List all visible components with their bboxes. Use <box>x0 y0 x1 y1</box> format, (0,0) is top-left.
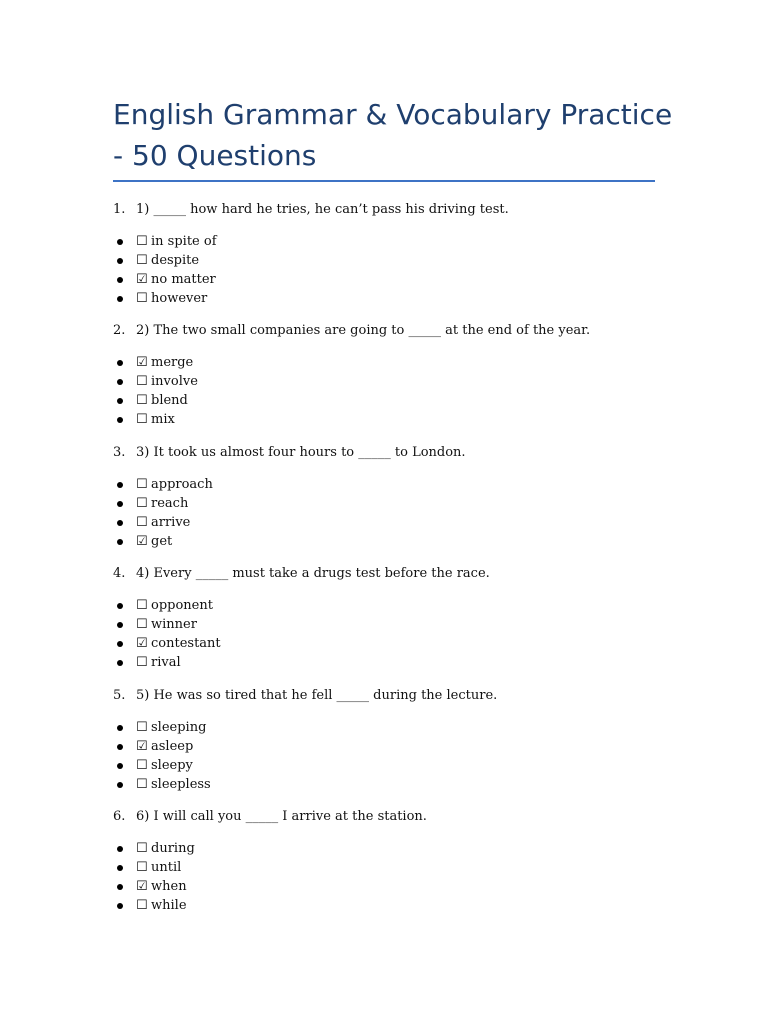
bullet-icon <box>117 865 123 871</box>
bullet-icon <box>117 539 123 545</box>
question-number: 2. <box>113 323 126 338</box>
checked-box-icon: ☑ <box>136 534 148 549</box>
question-text: 1) _____ how hard he tries, he can’t pass his driving test. <box>136 202 509 217</box>
option-label: winner <box>151 617 197 632</box>
question-number: 3. <box>113 445 126 460</box>
option-label: when <box>151 879 187 894</box>
answer-option <box>0 252 400 270</box>
answer-option <box>0 776 400 794</box>
question-text: 2) The two small companies are going to _____ at the end of the year. <box>136 323 591 338</box>
bullet-icon <box>117 277 123 283</box>
answer-option <box>0 514 400 532</box>
bullet-icon <box>117 398 123 404</box>
option-label: mix <box>151 412 175 427</box>
bullet-icon <box>117 660 123 666</box>
bullet-icon <box>117 846 123 852</box>
option-label: despite <box>151 253 200 268</box>
bullet-icon <box>117 782 123 788</box>
question-item <box>0 201 768 311</box>
bullet-icon <box>117 622 123 628</box>
title-underline <box>113 180 655 182</box>
unchecked-box-icon: ☐ <box>136 898 148 913</box>
answer-option <box>0 616 400 634</box>
answer-option <box>0 719 400 737</box>
answer-option <box>0 290 400 308</box>
option-label: get <box>151 534 173 549</box>
question-text: 6) I will call you _____ I arrive at the station. <box>136 809 427 824</box>
bullet-icon <box>117 501 123 507</box>
answer-option <box>0 533 400 551</box>
option-label: arrive <box>151 515 191 530</box>
question-item <box>0 687 768 797</box>
bullet-icon <box>117 603 123 609</box>
unchecked-box-icon: ☐ <box>136 393 148 408</box>
question-number: 1. <box>113 202 126 217</box>
checked-box-icon: ☑ <box>136 739 148 754</box>
checked-box-icon: ☑ <box>136 272 148 287</box>
answer-option <box>0 495 400 513</box>
question-number: 5. <box>113 688 126 703</box>
answer-option <box>0 354 400 372</box>
unchecked-box-icon: ☐ <box>136 758 148 773</box>
option-label: sleepless <box>151 777 211 792</box>
option-label: reach <box>151 496 189 511</box>
answer-option <box>0 897 400 915</box>
unchecked-box-icon: ☐ <box>136 253 148 268</box>
unchecked-box-icon: ☐ <box>136 777 148 792</box>
unchecked-box-icon: ☐ <box>136 515 148 530</box>
bullet-icon <box>117 725 123 731</box>
option-label: involve <box>151 374 198 389</box>
question-text: 3) It took us almost four hours to _____ to London. <box>136 445 466 460</box>
option-label: rival <box>151 655 181 670</box>
unchecked-box-icon: ☐ <box>136 234 148 249</box>
bullet-icon <box>117 258 123 264</box>
checked-box-icon: ☑ <box>136 879 148 894</box>
answer-option <box>0 878 400 896</box>
unchecked-box-icon: ☐ <box>136 860 148 875</box>
option-label: while <box>151 898 187 913</box>
option-label: however <box>151 291 208 306</box>
unchecked-box-icon: ☐ <box>136 412 148 427</box>
answer-option <box>0 654 400 672</box>
option-label: approach <box>151 477 213 492</box>
answer-option <box>0 635 400 653</box>
answer-option <box>0 271 400 289</box>
bullet-icon <box>117 884 123 890</box>
question-number: 6. <box>113 809 126 824</box>
bullet-icon <box>117 417 123 423</box>
question-text: 5) He was so tired that he fell _____ during the lecture. <box>136 688 498 703</box>
unchecked-box-icon: ☐ <box>136 496 148 511</box>
bullet-icon <box>117 903 123 909</box>
answer-option <box>0 859 400 877</box>
unchecked-box-icon: ☐ <box>136 291 148 306</box>
option-label: asleep <box>151 739 194 754</box>
unchecked-box-icon: ☐ <box>136 655 148 670</box>
option-label: merge <box>151 355 194 370</box>
unchecked-box-icon: ☐ <box>136 720 148 735</box>
option-label: no matter <box>151 272 216 287</box>
option-label: sleepy <box>151 758 193 773</box>
answer-option <box>0 738 400 756</box>
unchecked-box-icon: ☐ <box>136 598 148 613</box>
option-label: sleeping <box>151 720 207 735</box>
answer-option <box>0 840 400 858</box>
question-item <box>0 444 768 554</box>
question-number: 4. <box>113 566 126 581</box>
bullet-icon <box>117 520 123 526</box>
unchecked-box-icon: ☐ <box>136 841 148 856</box>
option-label: until <box>151 860 182 875</box>
question-item <box>0 808 768 918</box>
bullet-icon <box>117 239 123 245</box>
checked-box-icon: ☑ <box>136 355 148 370</box>
answer-option <box>0 233 400 251</box>
unchecked-box-icon: ☐ <box>136 477 148 492</box>
answer-option <box>0 757 400 775</box>
question-item <box>0 565 768 675</box>
unchecked-box-icon: ☐ <box>136 617 148 632</box>
answer-option <box>0 373 400 391</box>
bullet-icon <box>117 744 123 750</box>
answer-option <box>0 392 400 410</box>
option-label: opponent <box>151 598 213 613</box>
option-label: blend <box>151 393 188 408</box>
answer-option <box>0 411 400 429</box>
unchecked-box-icon: ☐ <box>136 374 148 389</box>
question-text: 4) Every _____ must take a drugs test before the race. <box>136 566 490 581</box>
answer-option <box>0 597 400 615</box>
bullet-icon <box>117 763 123 769</box>
bullet-icon <box>117 296 123 302</box>
option-label: contestant <box>151 636 221 651</box>
bullet-icon <box>117 641 123 647</box>
option-label: during <box>151 841 195 856</box>
document-title: English Grammar & Vocabulary Practice - 50 Questions <box>113 98 673 172</box>
bullet-icon <box>117 360 123 366</box>
answer-option <box>0 476 400 494</box>
bullet-icon <box>117 482 123 488</box>
checked-box-icon: ☑ <box>136 636 148 651</box>
option-label: in spite of <box>151 234 217 249</box>
question-item <box>0 322 768 432</box>
bullet-icon <box>117 379 123 385</box>
